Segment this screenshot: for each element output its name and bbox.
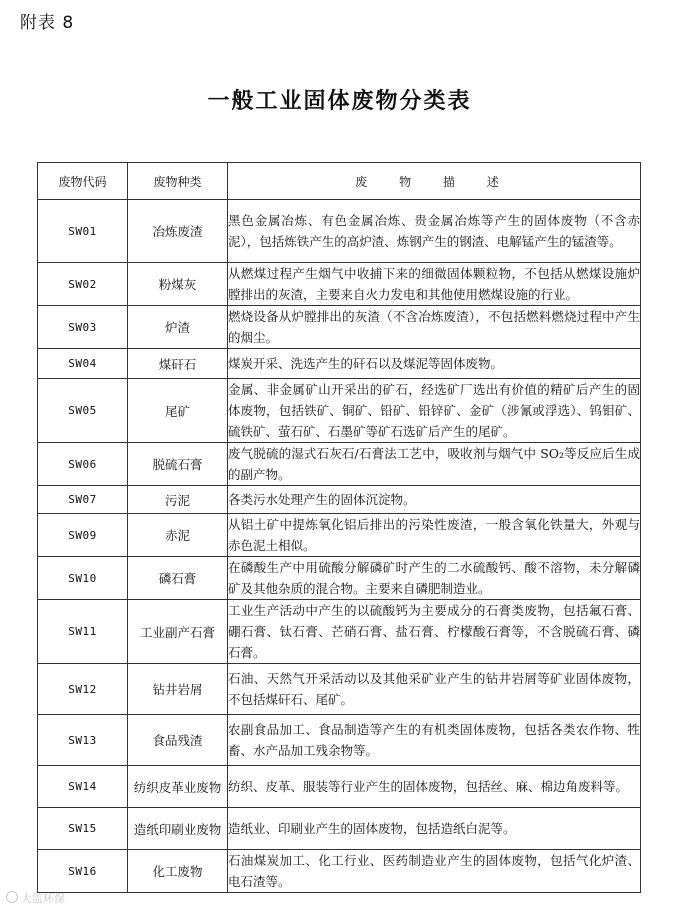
- waste-description-cell: 废气脱硫的湿式石灰石/石膏法工艺中，吸收剂与烟气中 SO₂等反应后生成的副产物。: [228, 443, 641, 486]
- waste-type-cell: 脱硫石膏: [128, 443, 228, 486]
- waste-code-cell: SW01: [38, 200, 128, 263]
- waste-type-cell: 造纸印刷业废物: [128, 808, 228, 850]
- table-row: [38, 514, 641, 557]
- table-row: [38, 600, 641, 664]
- waste-description-cell: 在磷酸生产中用硫酸分解磷矿时产生的二水硫酸钙、酸不溶物，未分解磷矿及其他杂质的混合物。主要来自磷肥制造业。: [228, 557, 641, 600]
- waste-code-cell: SW07: [38, 486, 128, 514]
- waste-type-cell: 工业副产石膏: [128, 600, 228, 664]
- table-row: [38, 766, 641, 808]
- table-row: [38, 557, 641, 600]
- waste-description-cell: 石油、天然气开采活动以及其他采矿业产生的钻井岩屑等矿业固体废物，不包括煤矸石、尾矿。: [228, 664, 641, 715]
- watermark-logo-icon: [6, 891, 18, 903]
- waste-type-cell: 赤泥: [128, 514, 228, 557]
- table-row: [38, 715, 641, 766]
- waste-code-cell: SW11: [38, 600, 128, 664]
- waste-code-cell: SW04: [38, 349, 128, 379]
- header-waste-description: 废 物 描 述: [228, 163, 641, 200]
- waste-description-cell: 燃烧设备从炉膛排出的灰渣（不含冶炼废渣），不包括燃料燃烧过程中产生的烟尘。: [228, 306, 641, 349]
- waste-description-cell: 从燃煤过程产生烟气中收捕下来的细微固体颗粒物，不包括从燃煤设施炉膛排出的灰渣，主要来自火力发电和其他使用燃煤设施的行业。: [228, 263, 641, 306]
- waste-type-cell: 粉煤灰: [128, 263, 228, 306]
- waste-code-cell: SW13: [38, 715, 128, 766]
- waste-type-cell: 煤矸石: [128, 349, 228, 379]
- waste-classification-table: [37, 162, 641, 893]
- waste-description-cell: 金属、非金属矿山开采出的矿石，经选矿厂选出有价值的精矿后产生的固体废物，包括铁矿、铜矿、铅矿、铅锌矿、金矿（涉氰或浮选）、钨钼矿、硫铁矿、萤石矿、石墨矿等矿石选矿后产生的尾矿。: [228, 379, 641, 443]
- waste-code-cell: SW15: [38, 808, 128, 850]
- table-row: [38, 664, 641, 715]
- waste-code-cell: SW06: [38, 443, 128, 486]
- table-row: [38, 486, 641, 514]
- table-header-row: [38, 163, 641, 200]
- watermark-text: 大监环保: [21, 892, 65, 905]
- waste-type-cell: 炉渣: [128, 306, 228, 349]
- table-row: [38, 850, 641, 893]
- header-waste-type: 废物种类: [128, 163, 228, 200]
- waste-type-cell: 污泥: [128, 486, 228, 514]
- waste-type-cell: 尾矿: [128, 379, 228, 443]
- watermark: [6, 890, 65, 906]
- waste-description-cell: 黑色金属冶炼、有色金属冶炼、贵金属冶炼等产生的固体废物（不含赤泥），包括炼铁产生的高炉渣、炼钢产生的钢渣、电解锰产生的锰渣等。: [228, 200, 641, 263]
- waste-type-cell: 化工废物: [128, 850, 228, 893]
- page-title: 一般工业固体废物分类表: [207, 89, 472, 114]
- waste-type-cell: 钻井岩屑: [128, 664, 228, 715]
- waste-code-cell: SW10: [38, 557, 128, 600]
- waste-type-cell: 纺织皮革业废物: [128, 766, 228, 808]
- waste-code-cell: SW12: [38, 664, 128, 715]
- waste-description-cell: 煤炭开采、洗选产生的矸石以及煤泥等固体废物。: [228, 349, 641, 379]
- waste-code-cell: SW16: [38, 850, 128, 893]
- waste-code-cell: SW14: [38, 766, 128, 808]
- appendix-label: 附表 8: [20, 13, 75, 33]
- table-row: [38, 808, 641, 850]
- waste-description-cell: 各类污水处理产生的固体沉淀物。: [228, 486, 641, 514]
- table-row: [38, 349, 641, 379]
- waste-description-cell: 农副食品加工、食品制造等产生的有机类固体废物，包括各类农作物、牲畜、水产品加工残余物等。: [228, 715, 641, 766]
- waste-description-cell: 纺织、皮革、服装等行业产生的固体废物，包括丝、麻、棉边角废料等。: [228, 766, 641, 808]
- table-row: [38, 306, 641, 349]
- waste-description-cell: 从铝土矿中提炼氧化铝后排出的污染性废渣，一般含氧化铁量大，外观与赤色泥土相似。: [228, 514, 641, 557]
- waste-code-cell: SW09: [38, 514, 128, 557]
- waste-code-cell: SW05: [38, 379, 128, 443]
- waste-description-cell: 工业生产活动中产生的以硫酸钙为主要成分的石膏类废物，包括氟石膏、硼石膏、钛石膏、芒硝石膏、盐石膏、柠檬酸石膏等，不含脱硫石膏、磷石膏。: [228, 600, 641, 664]
- table-row: [38, 200, 641, 263]
- waste-type-cell: 冶炼废渣: [128, 200, 228, 263]
- waste-type-cell: 磷石膏: [128, 557, 228, 600]
- waste-code-cell: SW03: [38, 306, 128, 349]
- table-row: [38, 443, 641, 486]
- waste-description-cell: 石油煤炭加工、化工行业、医药制造业产生的固体废物，包括气化炉渣、电石渣等。: [228, 850, 641, 893]
- waste-description-cell: 造纸业、印刷业产生的固体废物，包括造纸白泥等。: [228, 808, 641, 850]
- waste-type-cell: 食品残渣: [128, 715, 228, 766]
- waste-code-cell: SW02: [38, 263, 128, 306]
- header-waste-code: 废物代码: [38, 163, 128, 200]
- table-row: [38, 379, 641, 443]
- table-row: [38, 263, 641, 306]
